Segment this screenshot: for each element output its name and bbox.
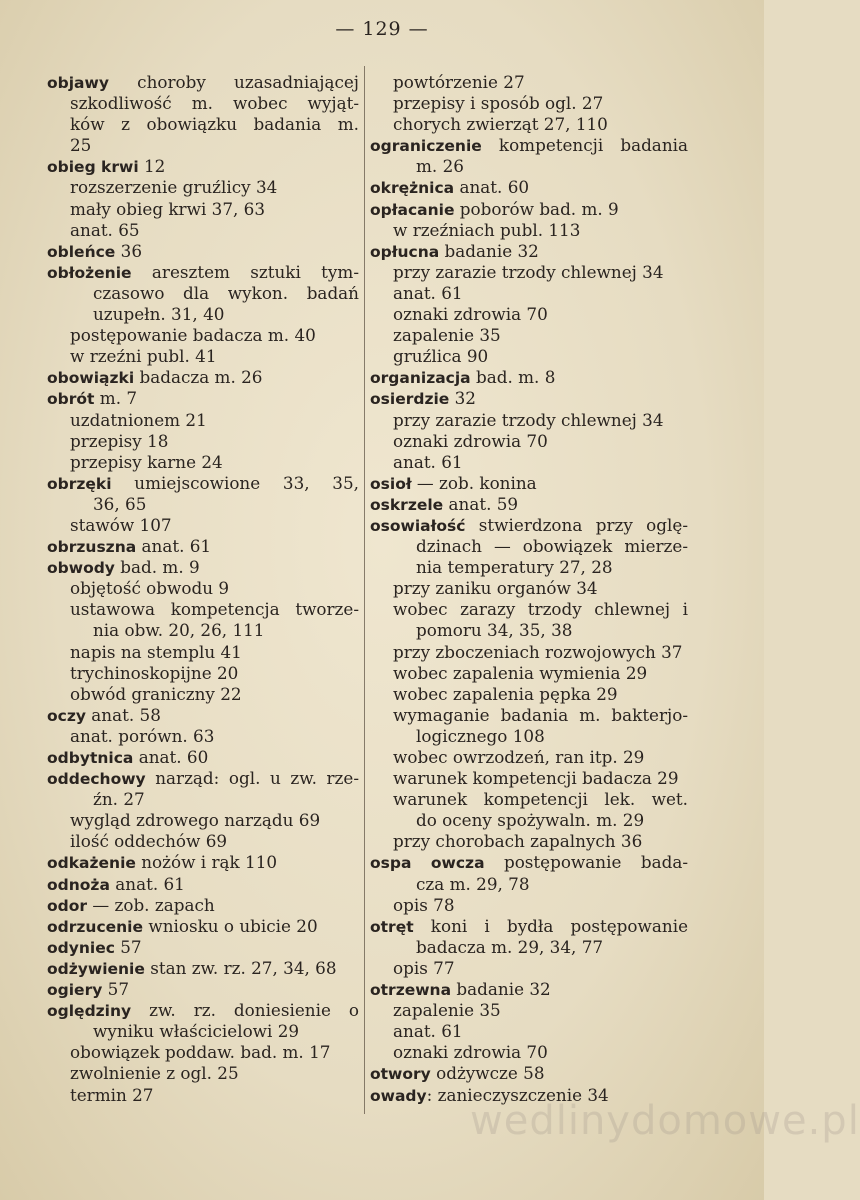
index-subentry <box>370 599 688 620</box>
index-subentry <box>370 747 688 768</box>
index-subentry <box>47 410 359 431</box>
index-entry <box>47 367 359 388</box>
entry-text: przepisy karne 24 <box>70 451 223 472</box>
index-entry <box>370 852 688 873</box>
index-subentry <box>370 958 688 979</box>
entry-text: chorych zwierząt 27, 110 <box>393 114 608 135</box>
index-entry <box>47 557 359 578</box>
entry-text: uzdatnionem 21 <box>70 409 207 430</box>
entry-term: odżywienie <box>47 959 145 978</box>
index-subentry <box>47 93 359 114</box>
index-subentry <box>370 874 688 895</box>
index-entry <box>370 241 688 262</box>
entry-text: w rzeźni publ. 41 <box>70 346 217 367</box>
entry-text: wniosku o ubicie 20 <box>143 915 318 936</box>
index-entry <box>47 958 359 979</box>
entry-term: okrężnica <box>370 179 455 198</box>
entry-text: ilość oddechów 69 <box>70 831 228 852</box>
index-column-left <box>47 72 359 1106</box>
entry-text: nia temperatury 27, 28 <box>416 557 613 578</box>
index-subentry <box>47 663 359 684</box>
entry-text: poborów bad. m. 9 <box>454 198 619 219</box>
entry-term: obleńce <box>47 242 116 261</box>
entry-text: opis 77 <box>393 957 455 978</box>
entry-text: wymaganie badania m. bakterjo- <box>393 704 688 725</box>
index-entry <box>47 388 359 409</box>
entry-text: nia obw. 20, 26, 111 <box>93 620 265 641</box>
entry-text: wyniku właścicielowi 29 <box>93 1021 300 1042</box>
entry-text: 57 <box>102 979 130 1000</box>
entry-text: obwód graniczny 22 <box>70 683 242 704</box>
entry-text: wobec zarazy trzody chlewnej i <box>393 599 688 620</box>
index-subentry <box>47 494 359 515</box>
index-subentry <box>370 726 688 747</box>
entry-term: osowiałość <box>370 516 466 535</box>
index-subentry <box>47 726 359 747</box>
index-subentry <box>370 557 688 578</box>
index-entry <box>370 388 688 409</box>
entry-text: postępowanie badacza m. 40 <box>70 325 316 346</box>
index-subentry <box>47 135 359 156</box>
entry-text: wobec owrzodzeń, ran itp. 29 <box>393 747 645 767</box>
index-subentry <box>47 810 359 831</box>
index-entry <box>370 367 688 388</box>
index-subentry <box>370 452 688 473</box>
index-subentry <box>370 705 688 726</box>
entry-text: badacza m. 29, 34, 77 <box>416 936 604 957</box>
entry-text: oznaki zdrowia 70 <box>393 1042 548 1063</box>
index-subentry <box>47 1021 359 1042</box>
entry-text: stwierdzona przy oglę- <box>465 514 688 535</box>
index-subentry <box>47 1042 359 1063</box>
entry-text: anat. 65 <box>70 219 140 240</box>
entry-text: cza m. 29, 78 <box>416 873 530 894</box>
entry-text: postępowanie bada- <box>484 852 688 873</box>
index-subentry <box>370 431 688 452</box>
index-entry <box>370 916 688 937</box>
index-entry <box>47 156 359 177</box>
entry-term: oskrzele <box>370 495 444 514</box>
entry-text: anat. 61 <box>136 536 212 557</box>
entry-text: zapalenie 35 <box>393 1000 501 1021</box>
index-subentry <box>370 895 688 916</box>
index-subentry <box>47 431 359 452</box>
entry-text: mały obieg krwi 37, 63 <box>70 198 266 219</box>
entry-term: obwody <box>47 559 115 578</box>
index-subentry <box>370 1000 688 1021</box>
index-subentry <box>370 831 688 852</box>
index-subentry <box>370 346 688 367</box>
entry-term: otwory <box>370 1065 431 1084</box>
entry-text: m. 26 <box>416 156 464 177</box>
index-subentry <box>370 304 688 325</box>
index-subentry <box>47 599 359 620</box>
page-number: — 129 — <box>335 18 429 40</box>
index-subentry <box>47 831 359 852</box>
entry-text: anat. 61 <box>393 1021 463 1042</box>
entry-text: anat. 60 <box>454 177 530 198</box>
entry-text: rozszerzenie gruźlicy 34 <box>70 177 278 198</box>
entry-text: anat. porówn. 63 <box>70 725 215 746</box>
index-entry <box>370 177 688 198</box>
index-entry <box>47 852 359 873</box>
index-subentry <box>370 642 688 663</box>
entry-text: wygląd zdrowego narządu 69 <box>70 810 321 831</box>
entry-term: odyniec <box>47 938 115 957</box>
entry-text: czasowo dla wykon. badań <box>93 282 359 303</box>
entry-term: objawy <box>47 74 109 92</box>
entry-text: odżywcze 58 <box>430 1063 545 1084</box>
entry-text: anat. 61 <box>393 451 463 472</box>
index-entry <box>47 916 359 937</box>
index-subentry <box>47 283 359 304</box>
entry-text: 12 <box>138 156 166 177</box>
entry-term: oddechowy <box>47 770 146 789</box>
entry-text: ków z obowiązku badania m. <box>70 114 359 135</box>
index-entry <box>47 536 359 557</box>
index-entry <box>47 895 359 916</box>
index-entry <box>370 135 688 156</box>
watermark: wedlinydomowe.pl <box>470 1098 860 1144</box>
entry-term: otręt <box>370 917 414 936</box>
index-subentry <box>370 220 688 241</box>
entry-text: umiejscowione 33, 35, <box>111 472 359 493</box>
entry-text: kompetencji badania <box>481 135 688 156</box>
entry-term: organizacja <box>370 369 471 388</box>
entry-text: przy zaniku organów 34 <box>393 578 598 599</box>
entry-term: obowiązki <box>47 369 135 388</box>
index-subentry <box>47 578 359 599</box>
entry-text: powtórzenie 27 <box>393 72 525 92</box>
entry-text: anat. 61 <box>393 282 463 303</box>
entry-term: obłożenie <box>47 263 132 282</box>
entry-term: odrzucenie <box>47 917 144 936</box>
index-entry <box>47 72 359 93</box>
index-subentry <box>370 93 688 114</box>
entry-text: 36, 65 <box>93 493 147 514</box>
entry-term: otrzewna <box>370 981 452 1000</box>
index-subentry <box>370 789 688 810</box>
entry-text: 57 <box>114 936 142 957</box>
index-subentry <box>370 663 688 684</box>
index-subentry <box>370 620 688 641</box>
index-subentry <box>47 515 359 536</box>
index-subentry <box>370 72 688 93</box>
index-subentry <box>370 684 688 705</box>
entry-text: oznaki zdrowia 70 <box>393 304 548 325</box>
entry-text: przy zarazie trzody chlewnej 34 <box>393 261 664 282</box>
entry-term: obrzuszna <box>47 538 137 557</box>
entry-text: stan zw. rz. 27, 34, 68 <box>144 957 337 978</box>
entry-text: przepisy i sposób ogl. 27 <box>393 93 604 114</box>
index-subentry <box>370 536 688 557</box>
entry-text: choroby uzasadniającej <box>108 72 359 92</box>
entry-term: ogiery <box>47 981 103 1000</box>
entry-text: oznaki zdrowia 70 <box>393 430 548 451</box>
entry-text: uzupełn. 31, 40 <box>93 304 225 325</box>
index-entry <box>47 747 359 768</box>
index-entry <box>47 241 359 262</box>
entry-text: dzinach — obowiązek mierze- <box>416 536 688 557</box>
index-subentry <box>370 262 688 283</box>
entry-term: odnoża <box>47 875 110 894</box>
entry-text: ustawowa kompetencja tworze- <box>70 599 359 620</box>
index-entry <box>47 768 359 789</box>
index-subentry <box>370 937 688 958</box>
entry-text: bad. m. 9 <box>114 557 200 578</box>
index-subentry <box>370 114 688 135</box>
entry-text: przepisy 18 <box>70 430 169 451</box>
index-subentry <box>47 684 359 705</box>
entry-text: szkodliwość m. wobec wyjąt- <box>70 93 359 114</box>
index-entry <box>370 515 688 536</box>
entry-term: ograniczenie <box>370 137 482 156</box>
entry-text: nożów i rąk 110 <box>135 852 278 873</box>
entry-text: gruźlica 90 <box>393 346 489 367</box>
entry-term: oczy <box>47 706 86 725</box>
entry-text: koni i bydła postępowanie <box>413 915 688 936</box>
entry-text: 36 <box>115 240 143 261</box>
entry-text: : zanieczyszczenie 34 <box>426 1084 609 1105</box>
index-subentry <box>370 768 688 789</box>
index-subentry <box>47 789 359 810</box>
index-subentry <box>47 642 359 663</box>
entry-text: objętość obwodu 9 <box>70 578 230 599</box>
entry-text: napis na stemplu 41 <box>70 641 242 662</box>
index-subentry <box>47 220 359 241</box>
entry-term: osierdzie <box>370 390 450 409</box>
entry-text: aresztem sztuki tym- <box>131 261 359 282</box>
index-subentry <box>370 1042 688 1063</box>
entry-text: stawów 107 <box>70 514 172 535</box>
index-subentry <box>370 325 688 346</box>
index-entry <box>47 705 359 726</box>
index-entry <box>370 494 688 515</box>
index-subentry <box>47 114 359 135</box>
entry-term: ospa owcza <box>370 854 485 873</box>
entry-text: warunek kompetencji lek. wet. <box>393 789 688 810</box>
entry-text: anat. 61 <box>109 873 185 894</box>
entry-text: wobec zapalenia wymienia 29 <box>393 662 648 683</box>
index-entry <box>47 1000 359 1021</box>
entry-text: — zob. zapach <box>87 894 215 915</box>
entry-text: badanie 32 <box>451 979 551 1000</box>
entry-text: anat. 58 <box>85 704 161 725</box>
entry-text: pomoru 34, 35, 38 <box>416 620 573 641</box>
index-subentry <box>47 346 359 367</box>
entry-text: zapalenie 35 <box>393 325 501 346</box>
index-subentry <box>370 156 688 177</box>
entry-text: termin 27 <box>70 1084 154 1105</box>
index-entry <box>370 473 688 494</box>
entry-text: przy zarazie trzody chlewnej 34 <box>393 409 664 430</box>
entry-text: 32 <box>449 388 476 409</box>
index-subentry <box>47 1063 359 1084</box>
index-entry <box>47 262 359 283</box>
entry-term: owady <box>370 1086 427 1105</box>
index-subentry <box>370 810 688 831</box>
index-subentry <box>47 452 359 473</box>
entry-term: opłacanie <box>370 200 455 219</box>
entry-term: obrót <box>47 390 95 409</box>
entry-text: bad. m. 8 <box>470 367 556 388</box>
entry-text: trychinoskopijne 20 <box>70 662 239 683</box>
entry-term: obrzęki <box>47 474 112 493</box>
entry-text: 25 <box>70 135 92 156</box>
entry-text: opis 78 <box>393 894 455 915</box>
index-subentry <box>370 283 688 304</box>
index-subentry <box>370 1021 688 1042</box>
index-subentry <box>47 177 359 198</box>
entry-text: wobec zapalenia pępka 29 <box>393 683 618 704</box>
entry-text: narząd: ogl. u zw. rze- <box>145 768 359 789</box>
entry-text: anat. 60 <box>133 747 209 767</box>
entry-text: anat. 59 <box>443 493 519 514</box>
index-entry <box>47 937 359 958</box>
entry-text: przy chorobach zapalnych 36 <box>393 831 643 852</box>
entry-text: źn. 27 <box>93 789 145 810</box>
entry-text: m. 7 <box>94 388 138 409</box>
index-subentry <box>370 578 688 599</box>
entry-term: odkażenie <box>47 854 136 873</box>
entry-text: do oceny spożywaln. m. 29 <box>416 810 645 831</box>
index-entry <box>47 874 359 895</box>
index-entry <box>370 979 688 1000</box>
entry-text: zwolnienie z ogl. 25 <box>70 1063 239 1084</box>
index-subentry <box>370 410 688 431</box>
index-subentry <box>47 325 359 346</box>
index-subentry <box>47 620 359 641</box>
entry-term: oględziny <box>47 1002 132 1021</box>
entry-text: badacza m. 26 <box>134 367 263 388</box>
index-entry <box>47 473 359 494</box>
entry-text: przy zboczeniach rozwojowych 37 <box>393 641 683 662</box>
entry-text: w rzeźniach publ. 113 <box>393 219 581 240</box>
entry-text: zw. rz. doniesienie o <box>131 1000 359 1021</box>
index-subentry <box>47 304 359 325</box>
entry-text: badanie 32 <box>439 240 539 261</box>
entry-term: osioł <box>370 474 412 493</box>
index-subentry <box>47 199 359 220</box>
entry-text: warunek kompetencji badacza 29 <box>393 768 679 789</box>
entry-term: odor <box>47 896 88 915</box>
entry-term: opłucna <box>370 242 440 261</box>
entry-text: logicznego 108 <box>416 725 545 746</box>
entry-text: — zob. konina <box>411 472 537 493</box>
column-divider <box>364 66 365 1114</box>
index-column-right <box>370 72 688 1106</box>
index-entry <box>370 199 688 220</box>
index-subentry <box>47 1085 359 1106</box>
entry-term: odbytnica <box>47 749 134 767</box>
index-entry <box>370 1063 688 1084</box>
index-entry <box>47 979 359 1000</box>
entry-text: obowiązek poddaw. bad. m. 17 <box>70 1042 331 1063</box>
entry-term: obieg krwi <box>47 158 139 177</box>
